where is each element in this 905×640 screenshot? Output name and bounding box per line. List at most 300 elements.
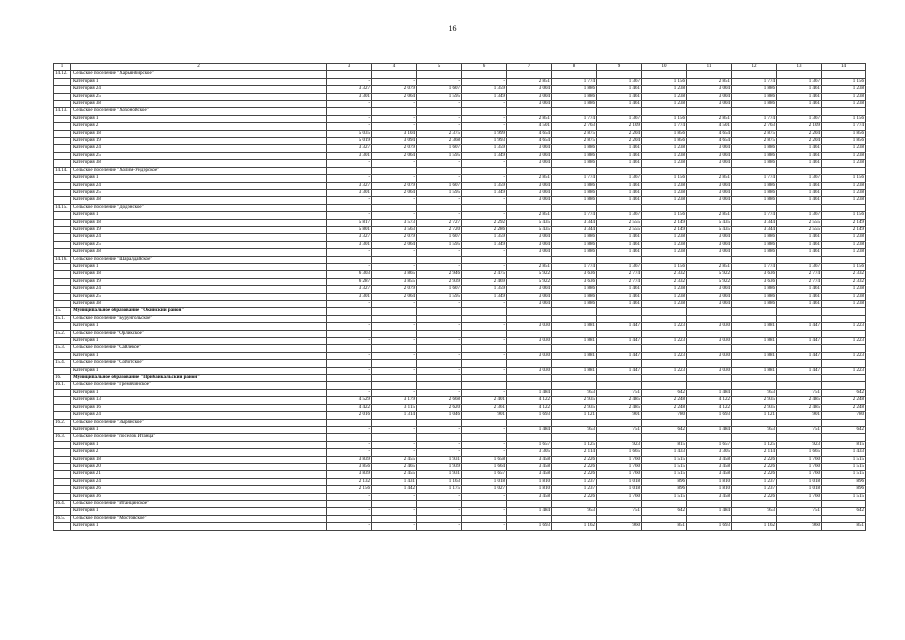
table-cell <box>372 204 417 211</box>
table-cell: 3 004 <box>687 101 732 108</box>
table-cell <box>327 434 372 441</box>
table-cell: - <box>372 441 417 448</box>
table-cell: 3 458 <box>507 463 552 470</box>
table-cell: 1 461 <box>597 249 642 256</box>
table-row <box>54 138 866 145</box>
subsection-row <box>54 71 866 78</box>
table-cell: - <box>462 263 507 270</box>
table-cell: 1 886 <box>732 93 777 100</box>
table-cell: 1 367 <box>597 78 642 85</box>
table-cell: 1 515 <box>642 471 687 478</box>
table-cell: 4 654 <box>507 130 552 137</box>
table-cell <box>552 434 597 441</box>
table-cell: 5 922 <box>507 271 552 278</box>
table-cell: 2 064 <box>372 152 417 159</box>
table-cell <box>327 500 372 507</box>
table-cell <box>372 500 417 507</box>
table-cell: - <box>372 78 417 85</box>
table-row <box>54 412 866 419</box>
table-cell <box>597 515 642 522</box>
row-label: Категория 19 <box>71 226 327 233</box>
table-cell: 1 447 <box>777 352 822 359</box>
table-cell <box>777 256 822 263</box>
row-number: 16.5. <box>54 515 71 522</box>
table-cell: 2 292 <box>462 219 507 226</box>
row-label: Категория 1 <box>71 426 327 433</box>
row-label: Сельское поселение "Орликское" <box>71 330 327 337</box>
table-cell <box>507 419 552 426</box>
table-cell: - <box>417 523 462 530</box>
table-cell <box>732 515 777 522</box>
table-cell: 2 935 <box>552 404 597 411</box>
table-cell <box>732 345 777 352</box>
table-cell <box>732 256 777 263</box>
table-cell: 2 939 <box>417 278 462 285</box>
table-row <box>54 323 866 330</box>
table-row <box>54 463 866 470</box>
table-cell: 2 485 <box>597 397 642 404</box>
row-number <box>54 175 71 182</box>
table-cell: - <box>327 115 372 122</box>
table-cell <box>642 71 687 78</box>
row-number <box>54 397 71 404</box>
table-cell <box>327 345 372 352</box>
row-number <box>54 426 71 433</box>
table-cell: 1 774 <box>732 263 777 270</box>
table-cell: 642 <box>822 426 866 433</box>
table-cell: 3 004 <box>507 249 552 256</box>
table-cell <box>597 419 642 426</box>
table-cell: 2 774 <box>597 271 642 278</box>
table-cell <box>822 515 866 522</box>
table-cell <box>417 375 462 382</box>
row-label: Категория 25 <box>71 93 327 100</box>
table-cell: 1 810 <box>507 478 552 485</box>
table-cell: 2 774 <box>777 278 822 285</box>
table-cell <box>417 315 462 322</box>
table-cell: 1 238 <box>822 189 866 196</box>
table-cell <box>597 308 642 315</box>
table-cell: 2 016 <box>327 412 372 419</box>
table-cell: 3 004 <box>507 197 552 204</box>
table-cell: 896 <box>642 478 687 485</box>
table-cell: 1 461 <box>777 301 822 308</box>
table-cell <box>732 375 777 382</box>
table-cell: 1 238 <box>642 86 687 93</box>
table-row <box>54 367 866 374</box>
table-cell: 3 030 <box>687 367 732 374</box>
table-cell: 2 064 <box>372 93 417 100</box>
table-cell: 1 367 <box>597 212 642 219</box>
row-number <box>54 93 71 100</box>
table-cell <box>417 434 462 441</box>
table-cell: 1 693 <box>507 412 552 419</box>
table-cell <box>372 108 417 115</box>
table-cell: - <box>327 212 372 219</box>
table-cell: 1 461 <box>597 182 642 189</box>
table-cell: 1 367 <box>777 212 822 219</box>
table-row <box>54 78 866 85</box>
table-cell: 1 238 <box>822 160 866 167</box>
table-cell: 1 238 <box>822 93 866 100</box>
table-cell <box>327 330 372 337</box>
table-cell: 2 851 <box>507 263 552 270</box>
table-cell: - <box>417 367 462 374</box>
table-cell: 3 004 <box>687 145 732 152</box>
table-cell: - <box>327 101 372 108</box>
table-cell: 3 458 <box>507 471 552 478</box>
table-cell: - <box>462 338 507 345</box>
table-cell: 1 461 <box>777 197 822 204</box>
table-cell <box>462 434 507 441</box>
row-number <box>54 456 71 463</box>
row-label: Категория 38 <box>71 301 327 308</box>
table-cell: 3 030 <box>687 338 732 345</box>
table-cell: 3 004 <box>507 101 552 108</box>
row-number <box>54 263 71 270</box>
table-cell: 3 344 <box>552 226 597 233</box>
table-cell <box>642 434 687 441</box>
table-cell: 2 204 <box>597 130 642 137</box>
row-label: Сельское поселение "Хохонойское" <box>71 108 327 115</box>
row-label: Категория 1 <box>71 78 327 85</box>
table-cell: - <box>417 301 462 308</box>
table-cell: 2 851 <box>687 115 732 122</box>
table-cell <box>822 375 866 382</box>
table-cell: 901 <box>462 412 507 419</box>
table-cell: 2 485 <box>597 404 642 411</box>
table-cell: - <box>462 367 507 374</box>
table-cell: 1 760 <box>777 463 822 470</box>
table-cell <box>777 308 822 315</box>
table-cell: 2 248 <box>822 404 866 411</box>
table-cell: 4 422 <box>327 404 372 411</box>
table-cell: - <box>327 323 372 330</box>
table-cell: 923 <box>597 441 642 448</box>
table-cell: 2 368 <box>417 138 462 145</box>
row-label: Категория 18 <box>71 456 327 463</box>
table-cell: 3 004 <box>687 182 732 189</box>
table-cell <box>642 167 687 174</box>
row-label: Категория 24 <box>71 182 327 189</box>
row-label: Категория 25 <box>71 293 327 300</box>
table-cell <box>507 256 552 263</box>
table-cell: 1 447 <box>597 352 642 359</box>
table-cell: 1 237 <box>732 486 777 493</box>
table-row <box>54 449 866 456</box>
subsection-row <box>54 108 866 115</box>
table-cell: 1 461 <box>597 286 642 293</box>
table-cell: 1 238 <box>822 86 866 93</box>
table-cell: 3 004 <box>507 189 552 196</box>
row-label: Категория 38 <box>71 249 327 256</box>
table-cell: 1 607 <box>417 145 462 152</box>
table-cell: 1 156 <box>642 115 687 122</box>
row-number <box>54 323 71 330</box>
table-cell: 5 035 <box>327 130 372 137</box>
table-cell <box>417 382 462 389</box>
table-cell: 2 485 <box>777 397 822 404</box>
table-cell: 3 839 <box>327 456 372 463</box>
table-cell: 1 461 <box>597 145 642 152</box>
table-cell <box>552 308 597 315</box>
table-cell <box>507 500 552 507</box>
table-cell <box>777 108 822 115</box>
table-cell: 1 484 <box>687 426 732 433</box>
table-cell <box>462 375 507 382</box>
row-label: Категория 21 <box>71 471 327 478</box>
table-cell: 1 238 <box>822 197 866 204</box>
table-cell <box>507 375 552 382</box>
table-cell: 3 030 <box>507 367 552 374</box>
table-row <box>54 182 866 189</box>
table-cell: 1 027 <box>462 486 507 493</box>
table-cell: 1 238 <box>642 234 687 241</box>
table-cell <box>507 204 552 211</box>
table-cell: 1 461 <box>597 152 642 159</box>
table-cell: 1 238 <box>642 160 687 167</box>
table-cell: 1 461 <box>777 241 822 248</box>
table-cell: 5 922 <box>687 278 732 285</box>
table-cell: 3 004 <box>687 197 732 204</box>
table-cell: 1 886 <box>732 182 777 189</box>
row-label: Сельское поселение "поселок Итанца" <box>71 434 327 441</box>
table-cell: 3 636 <box>552 271 597 278</box>
table-cell <box>777 360 822 367</box>
table-cell: 1 515 <box>822 463 866 470</box>
table-cell: - <box>372 323 417 330</box>
table-cell: 6 303 <box>327 271 372 278</box>
table-cell: 1 461 <box>597 189 642 196</box>
table-row <box>54 301 866 308</box>
table-cell: 1 607 <box>417 182 462 189</box>
table-cell: 1 223 <box>642 367 687 374</box>
table-row <box>54 523 866 530</box>
row-label: Категория 18 <box>71 130 327 137</box>
row-label: Категория 2 <box>71 123 327 130</box>
table-cell: 2 935 <box>732 404 777 411</box>
table-cell <box>597 345 642 352</box>
table-cell: 3 855 <box>372 278 417 285</box>
table-cell: 1 774 <box>552 263 597 270</box>
table-cell: 1 121 <box>732 412 777 419</box>
table-cell: 1 367 <box>597 263 642 270</box>
table-row <box>54 397 866 404</box>
table-cell: 2 079 <box>372 234 417 241</box>
table-cell: 1 886 <box>732 101 777 108</box>
table-cell <box>327 256 372 263</box>
table-cell: - <box>417 263 462 270</box>
table-cell: 1 886 <box>732 293 777 300</box>
table-cell: 3 030 <box>687 352 732 359</box>
table-cell: 5 435 <box>687 219 732 226</box>
table-cell <box>642 204 687 211</box>
row-number: 15.3. <box>54 345 71 352</box>
table-cell: 2 763 <box>732 123 777 130</box>
table-cell: 1 856 <box>642 130 687 137</box>
table-cell: - <box>462 389 507 396</box>
table-cell: - <box>327 175 372 182</box>
row-label: Сельское поселение "Гремячинское" <box>71 382 327 389</box>
table-cell: 2 875 <box>732 130 777 137</box>
table-cell: 1 461 <box>597 86 642 93</box>
table-cell: - <box>327 338 372 345</box>
row-number <box>54 486 71 493</box>
table-cell: 4 654 <box>687 130 732 137</box>
table-cell: 1 461 <box>777 160 822 167</box>
table-cell: 2 079 <box>372 182 417 189</box>
column-header: 13 <box>777 64 822 71</box>
row-number <box>54 449 71 456</box>
row-number: 16.1. <box>54 382 71 389</box>
table-cell: 2 485 <box>777 404 822 411</box>
table-cell: 1 223 <box>642 338 687 345</box>
table-row <box>54 471 866 478</box>
table-cell <box>777 71 822 78</box>
table-cell <box>687 204 732 211</box>
table-cell: 1 461 <box>597 241 642 248</box>
table-cell: 1 238 <box>642 241 687 248</box>
table-cell <box>417 360 462 367</box>
table-cell <box>417 500 462 507</box>
table-cell: 1 175 <box>417 486 462 493</box>
table-cell: 2 226 <box>552 456 597 463</box>
table-cell: 1 125 <box>552 441 597 448</box>
table-cell: 1 461 <box>597 93 642 100</box>
table-cell: 642 <box>642 426 687 433</box>
table-cell: 2 248 <box>642 397 687 404</box>
table-cell: 2 109 <box>597 123 642 130</box>
table-cell: - <box>417 426 462 433</box>
row-number <box>54 441 71 448</box>
section-row <box>54 375 866 382</box>
table-cell: - <box>372 263 417 270</box>
table-cell <box>687 360 732 367</box>
table-cell <box>777 419 822 426</box>
table-cell <box>777 315 822 322</box>
subsection-row <box>54 419 866 426</box>
row-number <box>54 241 71 248</box>
table-cell: 1 461 <box>777 86 822 93</box>
table-cell: 3 115 <box>372 404 417 411</box>
table-cell: 3 458 <box>687 463 732 470</box>
table-cell: 960 <box>597 523 642 530</box>
table-cell: 1 461 <box>597 293 642 300</box>
table-cell: 1 349 <box>462 241 507 248</box>
table-cell: 3 004 <box>507 286 552 293</box>
row-label: Категория 25 <box>71 189 327 196</box>
table-cell <box>822 419 866 426</box>
table-cell: - <box>417 78 462 85</box>
table-cell <box>327 315 372 322</box>
table-cell: 1 856 <box>822 138 866 145</box>
table-row <box>54 389 866 396</box>
table-cell: - <box>327 523 372 530</box>
table-cell: 1 238 <box>642 145 687 152</box>
table-cell: 751 <box>777 508 822 515</box>
table-cell: 2 204 <box>777 130 822 137</box>
table-cell: 1 349 <box>462 152 507 159</box>
table-cell: 1 238 <box>822 286 866 293</box>
table-cell <box>597 500 642 507</box>
table-row <box>54 160 866 167</box>
table-cell <box>417 204 462 211</box>
row-number <box>54 138 71 145</box>
table-cell: - <box>417 115 462 122</box>
table-cell: 1 886 <box>552 93 597 100</box>
table-cell <box>777 434 822 441</box>
table-cell <box>552 256 597 263</box>
table-cell: 1 461 <box>777 189 822 196</box>
table-cell: - <box>417 323 462 330</box>
table-cell: 6 287 <box>327 278 372 285</box>
row-label: Категория 38 <box>71 101 327 108</box>
table-cell: - <box>372 212 417 219</box>
table-cell: 2 226 <box>732 463 777 470</box>
table-cell: 1 018 <box>462 478 507 485</box>
table-cell: - <box>327 426 372 433</box>
table-cell <box>822 330 866 337</box>
table-cell: 3 327 <box>327 234 372 241</box>
table-cell: 1 774 <box>732 212 777 219</box>
table-cell <box>687 167 732 174</box>
table-cell: - <box>462 101 507 108</box>
table-cell: 2 079 <box>372 145 417 152</box>
row-label: Категория 36 <box>71 493 327 500</box>
table-cell: - <box>327 352 372 359</box>
table-cell: - <box>417 160 462 167</box>
table-cell: 1 447 <box>597 323 642 330</box>
table-cell: 3 004 <box>507 86 552 93</box>
table-cell: - <box>327 441 372 448</box>
table-cell: 1 886 <box>732 189 777 196</box>
table-cell: 4 122 <box>507 404 552 411</box>
table-cell <box>822 315 866 322</box>
table-cell: 751 <box>777 426 822 433</box>
table-cell <box>642 382 687 389</box>
table-cell: 1 886 <box>552 86 597 93</box>
table-cell: 1 595 <box>417 293 462 300</box>
table-cell: 1 238 <box>642 286 687 293</box>
table-cell: 1 018 <box>597 486 642 493</box>
table-cell: 2 332 <box>822 271 866 278</box>
table-cell: 3 179 <box>372 397 417 404</box>
table-cell: 2 555 <box>597 226 642 233</box>
row-number: 15.4. <box>54 360 71 367</box>
table-cell: - <box>462 212 507 219</box>
table-cell: - <box>417 197 462 204</box>
table-row <box>54 101 866 108</box>
table-cell <box>732 360 777 367</box>
table-cell: 751 <box>597 389 642 396</box>
table-cell <box>417 419 462 426</box>
row-label: Категория 24 <box>71 286 327 293</box>
table-cell: 5 435 <box>507 226 552 233</box>
table-cell <box>732 382 777 389</box>
table-cell: 642 <box>642 508 687 515</box>
row-number <box>54 293 71 300</box>
table-cell: 2 475 <box>462 271 507 278</box>
table-cell <box>732 315 777 322</box>
row-label: Категория 1 <box>71 212 327 219</box>
subsection-row <box>54 345 866 352</box>
table-cell <box>462 515 507 522</box>
table-cell: 2 875 <box>552 138 597 145</box>
table-cell: 3 301 <box>327 93 372 100</box>
row-label: Сельское поселение "Шаралдайское" <box>71 256 327 263</box>
table-cell: - <box>417 338 462 345</box>
table-cell <box>687 308 732 315</box>
